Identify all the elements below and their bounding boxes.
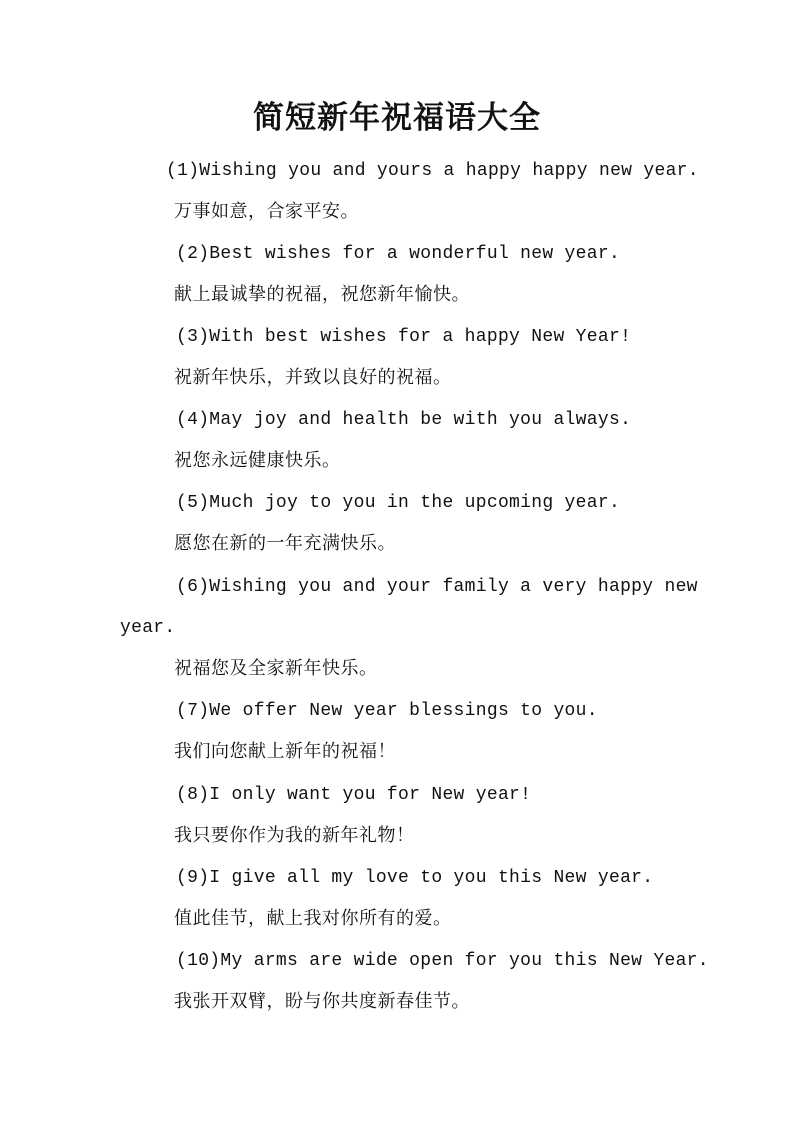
blessing-english-4: (4)May joy and health be with you always. (176, 410, 632, 430)
page-title: 简短新年祝福语大全 (253, 100, 541, 136)
blessing-chinese-4: 祝您永远健康快乐。 (174, 450, 341, 471)
blessing-english-10: (10)My arms are wide open for you this New Year. (176, 951, 709, 971)
blessing-chinese-9: 值此佳节，献上我对你所有的爱。 (174, 908, 452, 929)
blessing-english-6-continued: year. (120, 618, 176, 638)
blessing-chinese-7: 我们向您献上新年的祝福！ (174, 741, 396, 762)
blessing-chinese-3: 祝新年快乐，并致以良好的祝福。 (174, 367, 452, 388)
blessing-chinese-1: 万事如意，合家平安。 (174, 201, 359, 222)
blessing-english-1: (1)Wishing you and yours a happy happy new year. (166, 161, 699, 181)
blessing-english-3: (3)With best wishes for a happy New Year! (176, 327, 632, 347)
blessing-english-8: (8)I only want you for New year! (176, 785, 532, 805)
blessing-chinese-10: 我张开双臂，盼与你共度新春佳节。 (174, 991, 470, 1012)
blessing-english-9: (9)I give all my love to you this New year. (176, 868, 654, 888)
blessing-english-2: (2)Best wishes for a wonderful new year. (176, 244, 621, 264)
blessing-chinese-8: 我只要你作为我的新年礼物！ (174, 825, 415, 846)
blessing-chinese-5: 愿您在新的一年充满快乐。 (174, 533, 396, 554)
blessing-chinese-2: 献上最诚挚的祝福，祝您新年愉快。 (174, 284, 470, 305)
blessing-english-7: (7)We offer New year blessings to you. (176, 701, 598, 721)
blessing-english-6: (6)Wishing you and your family a very happy new (176, 577, 698, 597)
blessing-chinese-6: 祝福您及全家新年快乐。 (174, 658, 378, 679)
blessing-english-5: (5)Much joy to you in the upcoming year. (176, 493, 621, 513)
